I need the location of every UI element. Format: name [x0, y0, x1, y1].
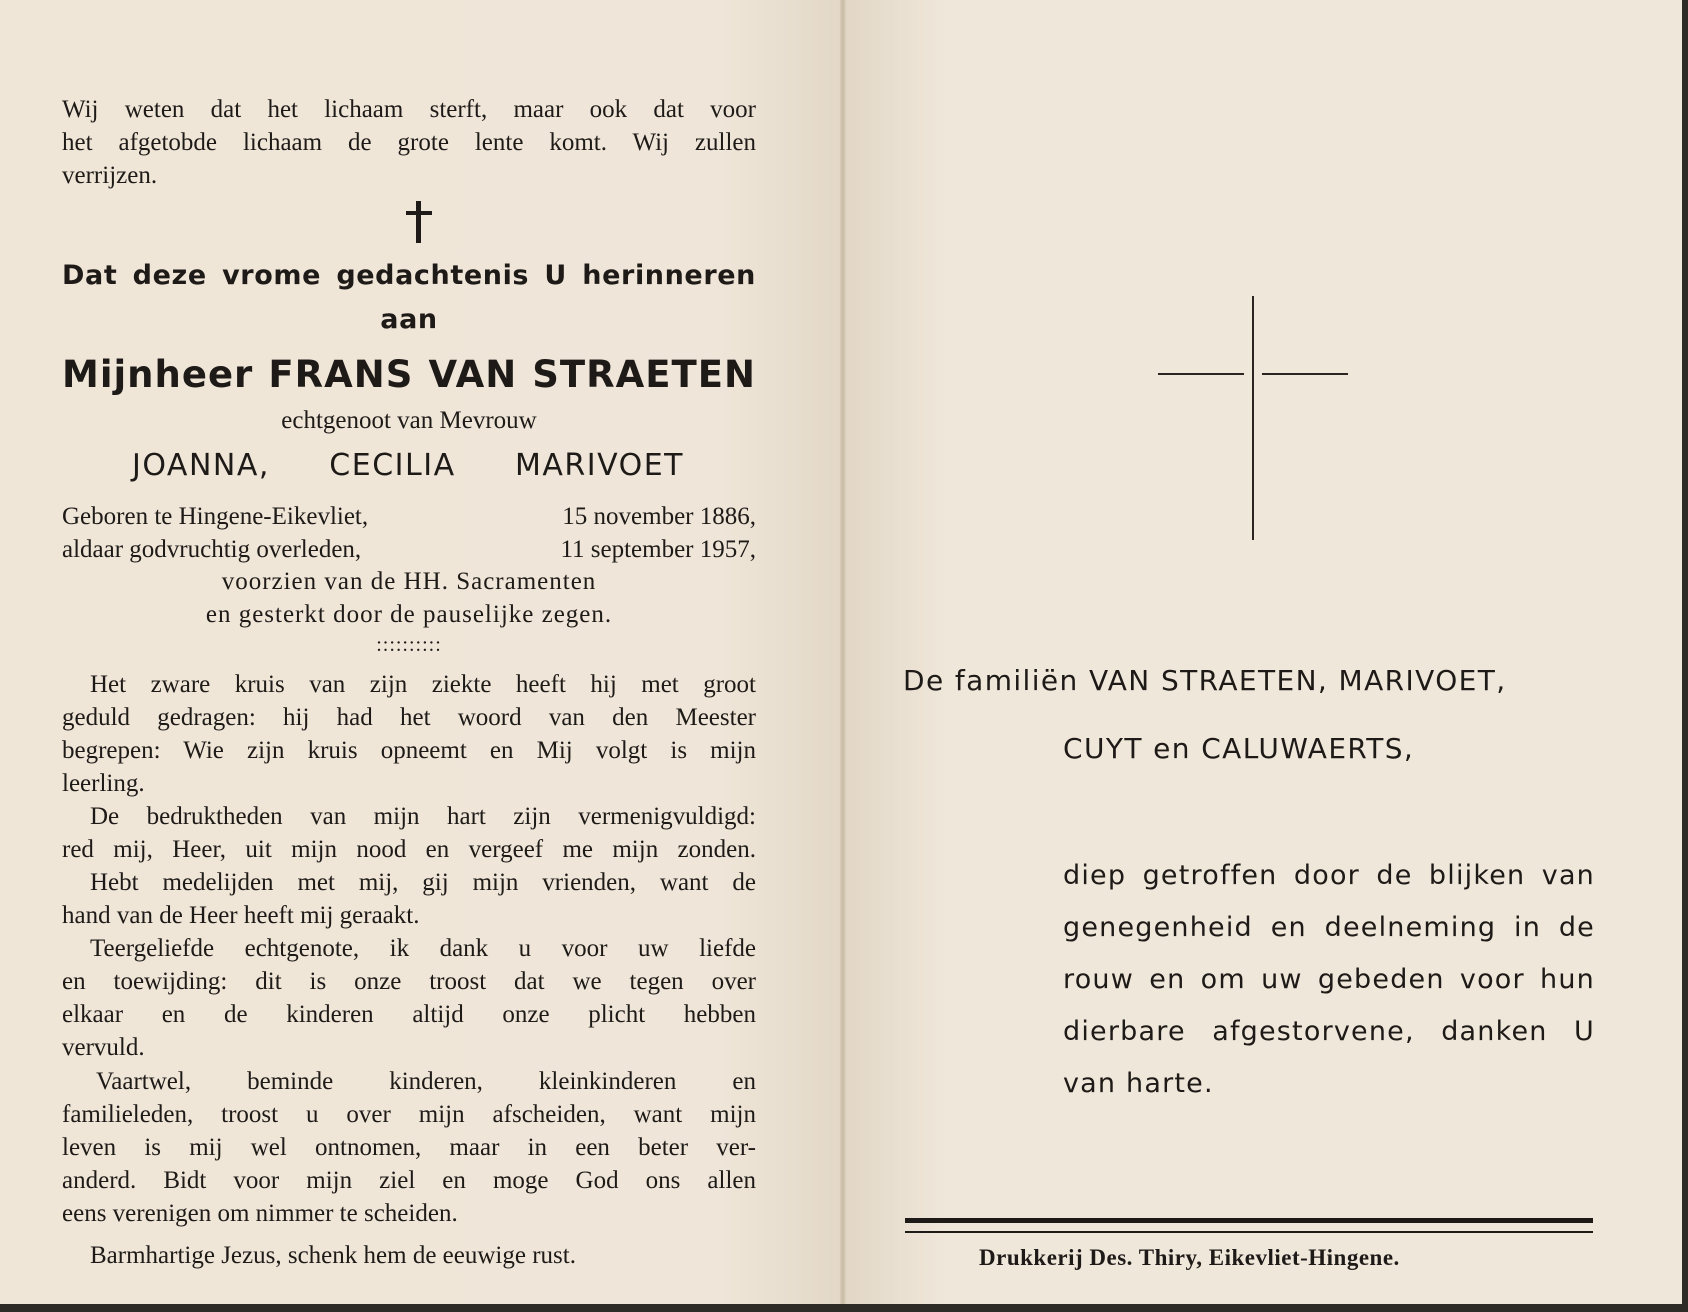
thanks-line: dierbare afgestorvene, danken U — [1063, 1016, 1595, 1047]
prayer-line: leerling. — [62, 770, 145, 797]
prayer-line: anderd. Bidt voor mijn ziel en moge God ons allen — [62, 1167, 756, 1194]
separator: :::::::::: — [376, 634, 442, 656]
deceased-name: Mijnheer FRANS VAN STRAETEN — [62, 353, 756, 396]
prayer-line: red mij, Heer, uit mijn nood en vergeef me mijn zonden. — [62, 836, 756, 863]
prayer-line: Vaartwel, beminde kinderen, kleinkinderen en — [96, 1068, 756, 1095]
divider-rule-thin — [905, 1231, 1593, 1233]
cross-icon — [1158, 296, 1348, 540]
remembrance-heading: Dat deze vrome gedachtenis U herinneren — [62, 260, 756, 291]
families-line: De familiën VAN STRAETEN, MARIVOET, — [903, 664, 1507, 697]
thanks-line: van harte. — [1063, 1068, 1214, 1099]
prayer-line: Het zware kruis van zijn ziekte heeft hij met groot — [90, 671, 756, 698]
prayer-line: vervuld. — [62, 1034, 145, 1061]
verse-line: verrijzen. — [62, 162, 158, 189]
remembrance-aan: aan — [380, 304, 438, 335]
thanks-line: rouw en om uw gebeden voor hun — [1063, 964, 1595, 995]
prayer-line: familieleden, troost u over mijn afscheiden, want mijn — [62, 1101, 756, 1128]
birth-date: 15 november 1886, — [562, 503, 756, 530]
cross-icon — [404, 201, 434, 243]
death-place: aldaar godvruchtig overleden, — [62, 536, 362, 563]
prayer-line: leven is mij wel ontnomen, maar in een beter ver- — [62, 1134, 756, 1161]
sacrament-line: en gesterkt door de pauselijke zegen. — [205, 601, 613, 628]
closing-prayer: Barmhartige Jezus, schenk hem de eeuwige rust. — [90, 1242, 576, 1269]
verse-line: Wij weten dat het lichaam sterft, maar ook dat voor — [62, 96, 756, 123]
prayer-line: geduld gedragen: hij had het woord van den Meester — [62, 704, 756, 731]
prayer-line: en toewijding: dit is onze troost dat we tegen over — [62, 968, 756, 995]
spouse-intro: echtgenoot van Mevrouw — [281, 407, 537, 434]
prayer-line: hand van de Heer heeft mij geraakt. — [62, 902, 420, 929]
prayer-line: begrepen: Wie zijn kruis opneemt en Mij volgt is mijn — [62, 737, 756, 764]
spouse-name: JOANNA, CECILIA MARIVOET — [132, 448, 684, 483]
prayer-line: Teergeliefde echtgenote, ik dank u voor uw liefde — [90, 935, 756, 962]
prayer-line: De bedruktheden van mijn hart zijn vermenigvuldigd: — [90, 803, 756, 830]
death-date: 11 september 1957, — [560, 536, 756, 563]
divider-rule-thick — [905, 1218, 1593, 1223]
families-line: CUYT en CALUWAERTS, — [1063, 732, 1415, 765]
sacrament-line: voorzien van de HH. Sacramenten — [221, 568, 597, 595]
verse-line: het afgetobde lichaam de grote lente komt. Wij zullen — [62, 129, 756, 156]
right-page — [846, 0, 1682, 1304]
birth-place: Geboren te Hingene-Eikevliet, — [62, 503, 369, 530]
printer-credit: Drukkerij Des. Thiry, Eikevliet-Hingene. — [979, 1245, 1400, 1270]
prayer-line: elkaar en de kinderen altijd onze plicht hebben — [62, 1001, 756, 1028]
thanks-line: diep getroffen door de blijken van — [1063, 860, 1595, 891]
thanks-line: genegenheid en deelneming in de — [1063, 912, 1595, 943]
prayer-line: eens verenigen om nimmer te scheiden. — [62, 1200, 458, 1227]
prayer-line: Hebt medelijden met mij, gij mijn vrienden, want de — [90, 869, 756, 896]
